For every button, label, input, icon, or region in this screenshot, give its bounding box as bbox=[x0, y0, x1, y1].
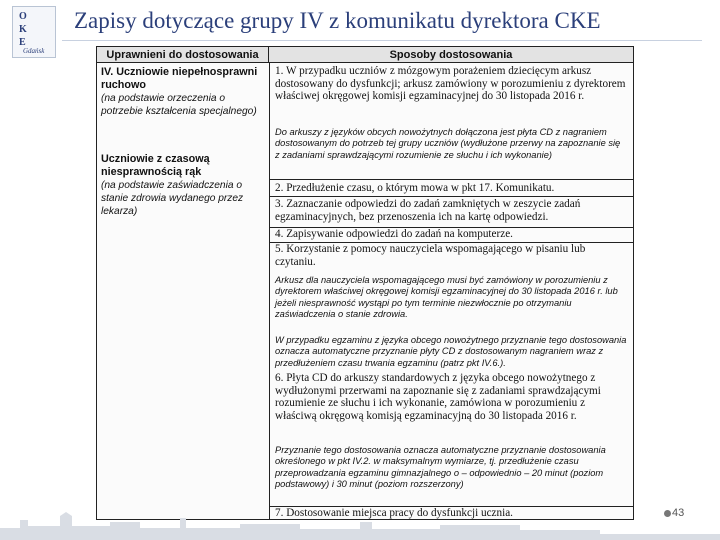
page-bullet-icon bbox=[664, 510, 671, 517]
method-3: 3. Zaznaczanie odpowiedzi do zadań zamkniętych w zeszycie zadań egzaminacyjnych, bez przenoszenia ich na kartę odpowiedzi. bbox=[275, 198, 581, 223]
logo-letter: E bbox=[19, 37, 26, 48]
method-4: 4. Zapisywanie odpowiedzi do zadań na komputerze. bbox=[275, 228, 513, 240]
title-divider bbox=[62, 40, 702, 41]
method-6: 6. Płyta CD do arkuszy standardowych z języka obcego nowożytnego z wydłużonymi przerwami na zapoznanie się z zadaniami sprawdzającymi rozumienie ze słuchu i ich wykonanie, zamówiona w porozumieniu z właściwą okręgową komisją egzaminacyjną do 30 listopada 2016 r. bbox=[275, 372, 601, 422]
city-skyline-decoration bbox=[0, 510, 720, 540]
method-5: 5. Korzystanie z pomocy nauczyciela wspomagającego w pisaniu lub czytaniu. bbox=[275, 243, 586, 268]
row-divider bbox=[269, 179, 633, 180]
method-2: 2. Przedłużenie czasu, o którym mowa w pkt 17. Komunikatu. bbox=[275, 182, 555, 194]
method-5-note-cd: W przypadku egzaminu z języka obcego nowożytnego przyznanie tego dostosowania oznacza automatyczne przyznanie płyty CD z dostosowanym nagraniem wraz z przedłużeniem czasu trwania egzaminu (patrz pkt IV.6.). bbox=[275, 335, 627, 368]
column-divider bbox=[269, 63, 270, 519]
group-note: (na podstawie zaświadczenia o stanie zdrowia wydanego przez lekarza) bbox=[101, 180, 244, 217]
scanned-table bbox=[96, 46, 634, 520]
group-title: Uczniowie z czasową niesprawnością rąk bbox=[101, 153, 210, 178]
logo-letter: K bbox=[19, 24, 27, 35]
header-methods: Sposoby dostosowania bbox=[269, 47, 633, 63]
header-eligible: Uprawnieni do dostosowania bbox=[97, 47, 269, 63]
row-divider bbox=[269, 196, 633, 197]
method-6-note: Przyznanie tego dostosowania oznacza automatyczne przyznanie dostosowania określonego w pkt IV.2. w maksymalnym wymiarze, tj. przedłużenie czasu przeprowadzania egzaminu gimnazjalnego o – odpowiednio – 20 minut (poziom podstawowy) i 30 minut (poziom rozszerzony) bbox=[275, 445, 606, 490]
page-number: 43 bbox=[672, 507, 685, 519]
logo-letter: O bbox=[19, 11, 27, 22]
method-5-note: Arkusz dla nauczyciela wspomagającego musi być zamówiony w porozumieniu z dyrektorem właściwej okręgowej komisji egzaminacyjnej do 30 listopada 2016 r. lub jeżeli niesprawność wystąpi po tym terminie niezwłocznie po otrzymaniu zaświadczenia o stanie zdrowia. bbox=[275, 275, 618, 320]
group-block-2 bbox=[101, 153, 265, 218]
slide-title: Zapisy dotyczące grupy IV z komunikatu dyrektora CKE bbox=[74, 8, 601, 33]
oke-logo bbox=[12, 6, 56, 58]
method-1-note: Do arkuszy z języków obcych nowożytnych dołączona jest płyta CD z nagraniem dostosowanym do potrzeb tej grupy uczniów (wydłużone przerwy na zapoznanie się z zadaniami sprawdzającymi rozumienie ze słuchu i ich wykonanie) bbox=[275, 127, 621, 160]
method-1: 1. W przypadku uczniów z mózgowym porażeniem dziecięcym arkusz dostosowany do dysfunkcji; arkusz zamówiony w porozumieniu z dyrektorem właściwej okręgowej komisji egzaminacyjnej do 30 listopada 2016 r. bbox=[275, 65, 626, 103]
group-block-1 bbox=[101, 66, 265, 118]
group-title: IV. Uczniowie niepełnosprawni ruchowo bbox=[101, 66, 258, 91]
logo-city: Gdańsk bbox=[23, 47, 45, 55]
method-7: 7. Dostosowanie miejsca pracy do dysfunkcji ucznia. bbox=[275, 507, 513, 519]
group-note: (na podstawie orzeczenia o potrzebie kształcenia specjalnego) bbox=[101, 93, 257, 117]
